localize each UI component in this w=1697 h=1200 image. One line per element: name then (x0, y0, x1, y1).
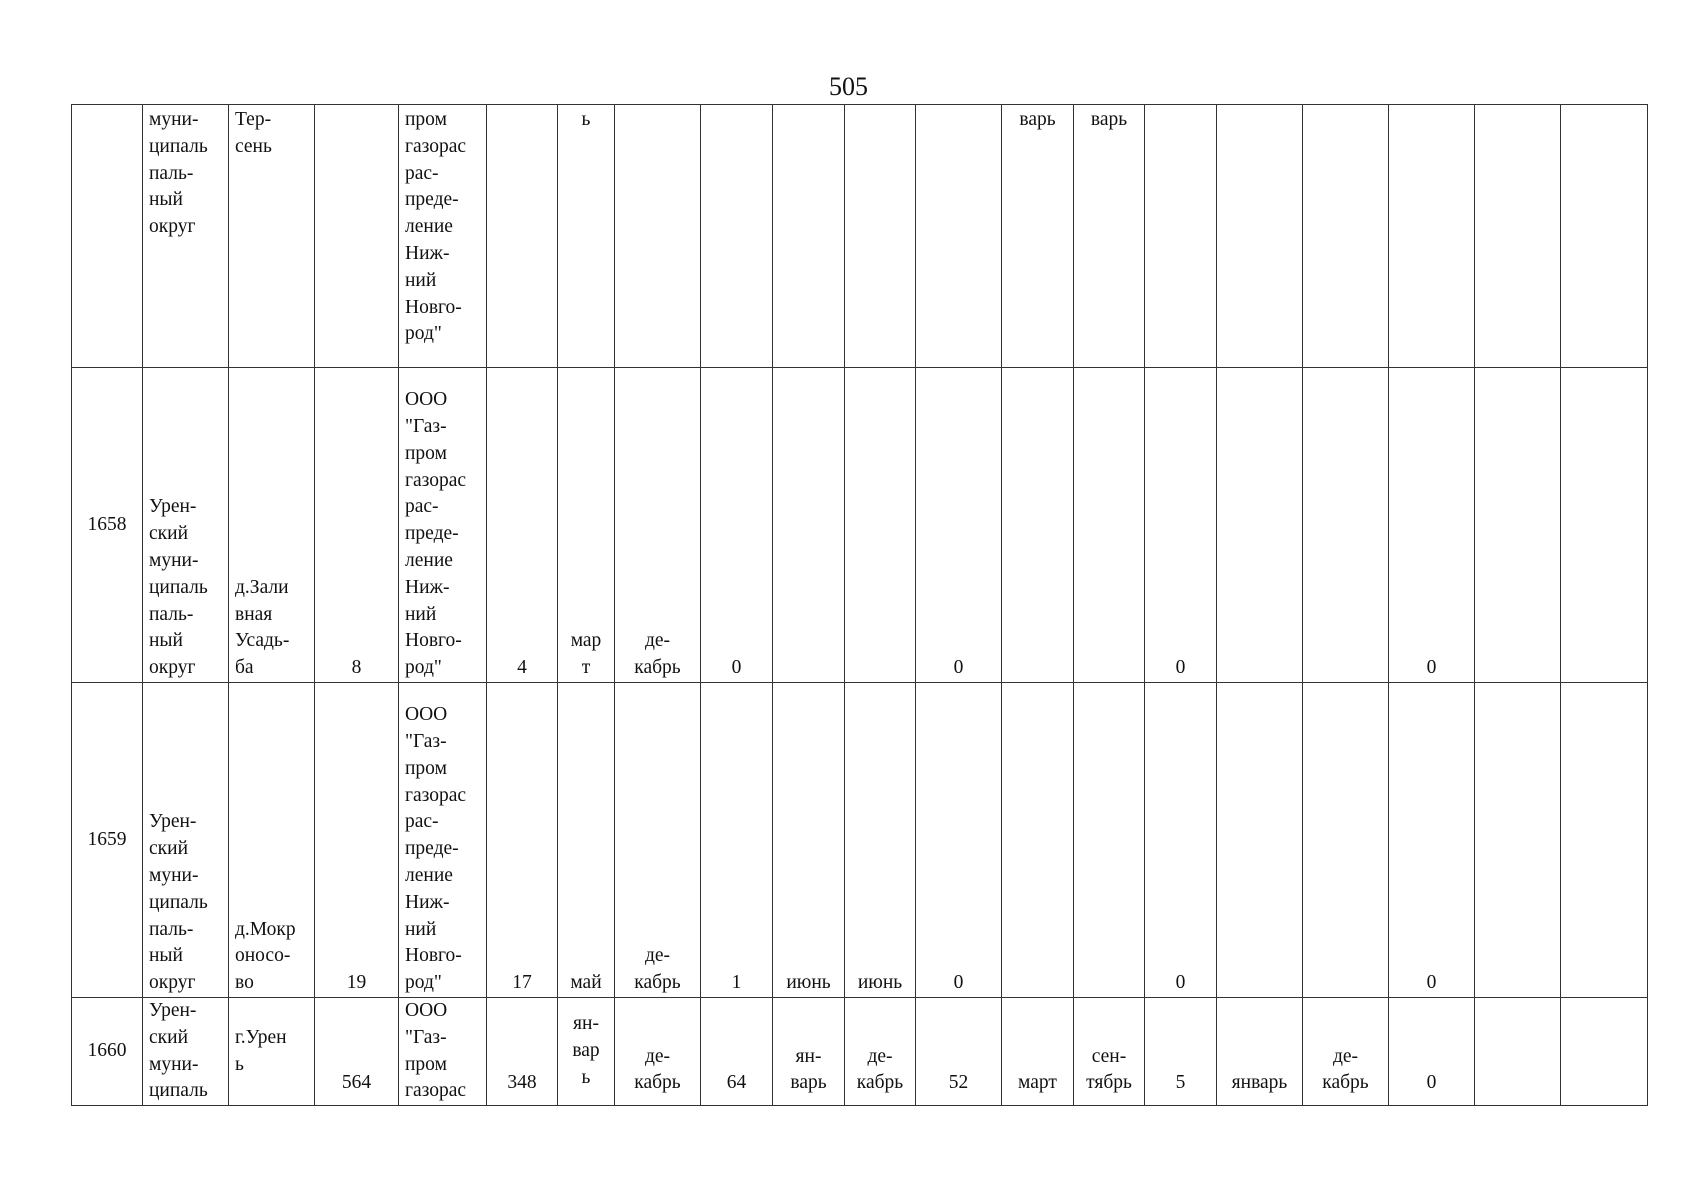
cell-organization: ООО "Газ- пром газорас рас- преде- ление Ниж- ний Новго- род" (399, 683, 487, 998)
cell-col-12 (1002, 683, 1074, 998)
cell-col-16: де- кабрь (1303, 998, 1389, 1106)
cell-col-13 (1074, 368, 1145, 683)
cell-col-8: 1 (701, 683, 773, 998)
cell-col-7: де- кабрь (615, 368, 701, 683)
cell-col-12 (1002, 368, 1074, 683)
cell-col-11: 52 (916, 998, 1002, 1106)
cell-col-5: 4 (487, 368, 558, 683)
cell-locality: д.Мокр оносо- во (229, 683, 315, 998)
cell-col-19 (1561, 105, 1648, 368)
cell-locality: г.Урен ь (229, 998, 315, 1106)
cell-col-15: январь (1217, 998, 1303, 1106)
cell-col-3 (315, 105, 399, 368)
cell-col-14: 5 (1145, 998, 1217, 1106)
cell-district: муни- ципаль паль- ный округ (143, 105, 229, 368)
cell-col-14: 0 (1145, 368, 1217, 683)
cell-col-19 (1561, 998, 1648, 1106)
cell-col-15 (1217, 105, 1303, 368)
cell-col-14 (1145, 105, 1217, 368)
cell-row-number: 1659 (72, 683, 143, 998)
table-row (72, 105, 1648, 368)
cell-col-17: 0 (1389, 683, 1475, 998)
cell-col-9: июнь (773, 683, 845, 998)
cell-col-5 (487, 105, 558, 368)
cell-organization: ООО "Газ- пром газорас рас- преде- ление Ниж- ний Новго- род" (399, 368, 487, 683)
table-row (72, 368, 1648, 683)
cell-col-11: 0 (916, 683, 1002, 998)
cell-col-17: 0 (1389, 998, 1475, 1106)
cell-col-8 (701, 105, 773, 368)
data-table (71, 104, 1648, 1106)
cell-col-5: 348 (487, 998, 558, 1106)
cell-col-16 (1303, 105, 1389, 368)
cell-organization: ООО "Газ- пром газорас (399, 998, 487, 1106)
cell-organization: пром газорас рас- преде- ление Ниж- ний Новго- род" (399, 105, 487, 368)
cell-col-3: 8 (315, 368, 399, 683)
cell-col-6: ян- вар ь (558, 998, 615, 1106)
cell-col-13 (1074, 683, 1145, 998)
cell-col-9: ян- варь (773, 998, 845, 1106)
cell-col-9 (773, 105, 845, 368)
cell-col-17: 0 (1389, 368, 1475, 683)
cell-col-11: 0 (916, 368, 1002, 683)
cell-district: Урен- ский муни- ципаль (143, 998, 229, 1106)
cell-col-18 (1475, 368, 1561, 683)
cell-col-12: март (1002, 998, 1074, 1106)
cell-row-number: 1660 (72, 998, 143, 1106)
cell-col-11 (916, 105, 1002, 368)
cell-col-17 (1389, 105, 1475, 368)
cell-col-16 (1303, 368, 1389, 683)
page-number: 505 (829, 72, 868, 101)
cell-col-7 (615, 105, 701, 368)
cell-col-19 (1561, 683, 1648, 998)
cell-col-13: сен- тябрь (1074, 998, 1145, 1106)
cell-col-13: варь (1074, 105, 1145, 368)
cell-row-number: 1658 (72, 368, 143, 683)
cell-col-18 (1475, 683, 1561, 998)
table-row (72, 683, 1648, 998)
cell-col-18 (1475, 105, 1561, 368)
cell-col-9 (773, 368, 845, 683)
cell-col-14: 0 (1145, 683, 1217, 998)
cell-col-7: де- кабрь (615, 998, 701, 1106)
cell-col-15 (1217, 683, 1303, 998)
cell-col-6: ь (558, 105, 615, 368)
cell-col-18 (1475, 998, 1561, 1106)
cell-district: Урен- ский муни- ципаль паль- ный округ (143, 368, 229, 683)
cell-col-6: май (558, 683, 615, 998)
cell-col-15 (1217, 368, 1303, 683)
cell-col-8: 0 (701, 368, 773, 683)
cell-col-10: де- кабрь (845, 998, 916, 1106)
cell-col-10: июнь (845, 683, 916, 998)
cell-col-3: 564 (315, 998, 399, 1106)
cell-locality: д.Зали вная Усадь- ба (229, 368, 315, 683)
cell-district: Урен- ский муни- ципаль паль- ный округ (143, 683, 229, 998)
cell-col-7: де- кабрь (615, 683, 701, 998)
cell-col-12: варь (1002, 105, 1074, 368)
cell-col-16 (1303, 683, 1389, 998)
cell-row-number (72, 105, 143, 368)
cell-col-8: 64 (701, 998, 773, 1106)
cell-col-19 (1561, 368, 1648, 683)
cell-col-10 (845, 105, 916, 368)
cell-col-6: мар т (558, 368, 615, 683)
cell-col-3: 19 (315, 683, 399, 998)
table-row (72, 998, 1648, 1106)
cell-col-5: 17 (487, 683, 558, 998)
cell-locality: Тер- сень (229, 105, 315, 368)
cell-col-10 (845, 368, 916, 683)
